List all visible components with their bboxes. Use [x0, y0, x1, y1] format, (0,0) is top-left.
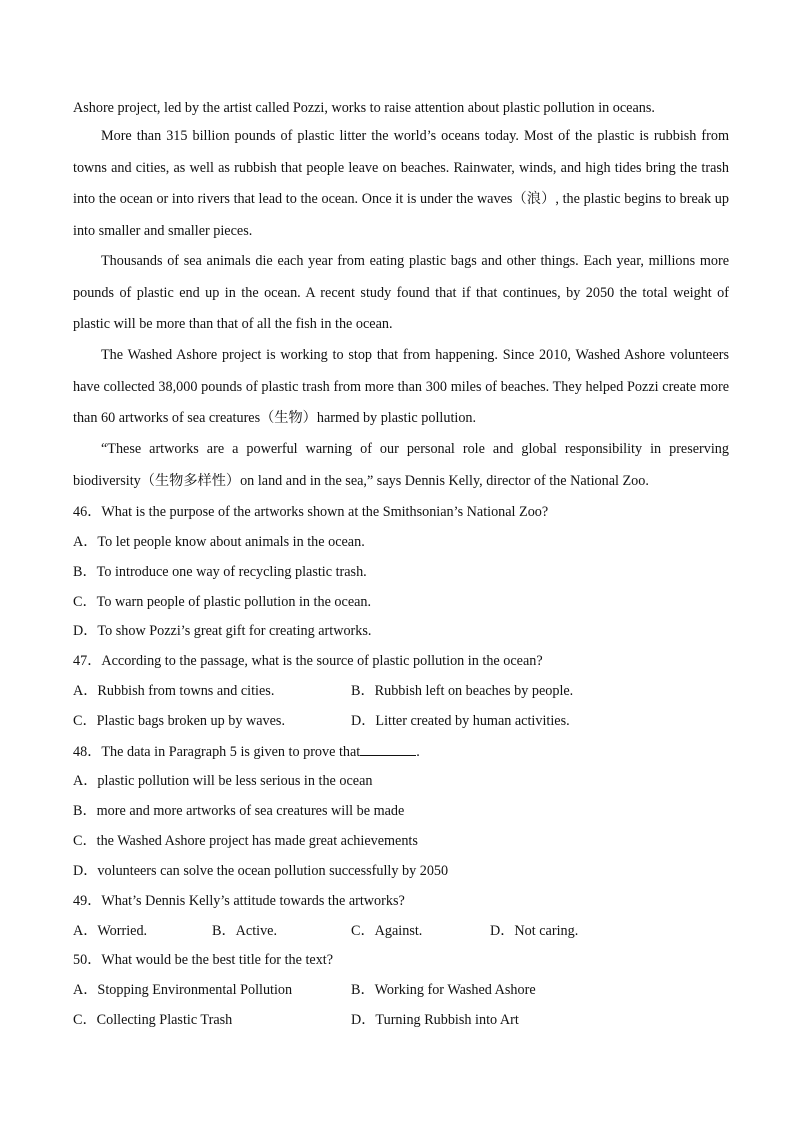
question-46-option-a: A．To let people know about animals in the ocean. — [73, 534, 365, 550]
question-49-option-c: C．Against. — [351, 923, 423, 939]
question-48-option-c: C．the Washed Ashore project has made great achievements — [73, 833, 418, 849]
question-50-option-c: C．Collecting Plastic Trash — [73, 1012, 233, 1028]
passage-paragraph-0: Ashore project, led by the artist called Pozzi, works to raise attention about plastic pollution in oceans. — [73, 100, 655, 116]
question-46-option-b: B．To introduce one way of recycling plastic trash. — [73, 564, 367, 580]
question-48-option-d: D．volunteers can solve the ocean pollution successfully by 2050 — [73, 863, 449, 879]
passage-paragraph-4: “These artworks are a powerful warning of our personal role and global responsibility in preserving biodiversity（生物多样性）on land and in the sea,” says Dennis Kelly, director of the National Zoo. — [73, 441, 729, 489]
question-47-stem: 47．According to the passage, what is the source of plastic pollution in the ocean? — [73, 653, 543, 669]
question-47-option-d: D．Litter created by human activities. — [351, 713, 570, 729]
question-49-option-b: B．Active. — [212, 923, 278, 939]
question-49-option-d: D．Not caring. — [490, 923, 579, 939]
question-48-option-a: A．plastic pollution will be less serious in the ocean — [73, 773, 373, 789]
passage-paragraph-3: The Washed Ashore project is working to stop that from happening. Since 2010, Washed Ashore volunteers have collected 38,000 pounds of plastic trash from more than 300 miles of beaches. They helped Pozzi create more than 60 artworks of sea creatures（生物）harmed by plastic pollution. — [73, 347, 729, 427]
question-47-option-c: C．Plastic bags broken up by waves. — [73, 713, 285, 729]
question-50-option-a: A．Stopping Environmental Pollution — [73, 982, 293, 998]
question-47-option-b: B．Rubbish left on beaches by people. — [351, 683, 574, 699]
question-47-option-a: A．Rubbish from towns and cities. — [73, 683, 275, 699]
question-49-option-a: A．Worried. — [73, 923, 148, 939]
passage-paragraph-1: More than 315 billion pounds of plastic litter the world’s oceans today. Most of the plastic is rubbish from towns and cities, as well as rubbish that people leave on beaches. Rainwater, winds, and high tides bring the trash into the ocean or into rivers that lead to the ocean. Once it is under the waves（浪）, the plastic begins to break up into smaller and smaller pieces. — [73, 128, 729, 240]
question-50-option-d: D．Turning Rubbish into Art — [351, 1012, 519, 1028]
question-46-option-c: C．To warn people of plastic pollution in the ocean. — [73, 594, 372, 610]
passage-paragraph-2: Thousands of sea animals die each year from eating plastic bags and other things. Each year, millions more pounds of plastic end up in the ocean. A recent study found that if that continues, by 2050 the total weight of plastic will be more than that of all the fish in the ocean. — [73, 253, 729, 333]
question-50-stem: 50．What would be the best title for the text? — [73, 952, 334, 968]
question-48-stem — [73, 741, 420, 762]
question-48-stem-text: 48．The data in Paragraph 5 is given to prove that — [73, 744, 361, 760]
answer-blank — [360, 741, 416, 756]
question-48-stem-end: . — [416, 744, 420, 760]
question-46-stem: 46．What is the purpose of the artworks shown at the Smithsonian’s National Zoo? — [73, 504, 549, 520]
question-50-option-b: B．Working for Washed Ashore — [351, 982, 536, 998]
question-49-stem: 49．What’s Dennis Kelly’s attitude towards the artworks? — [73, 893, 405, 909]
question-48-option-b: B．more and more artworks of sea creatures will be made — [73, 803, 405, 819]
question-46-option-d: D．To show Pozzi’s great gift for creating artworks. — [73, 623, 372, 639]
